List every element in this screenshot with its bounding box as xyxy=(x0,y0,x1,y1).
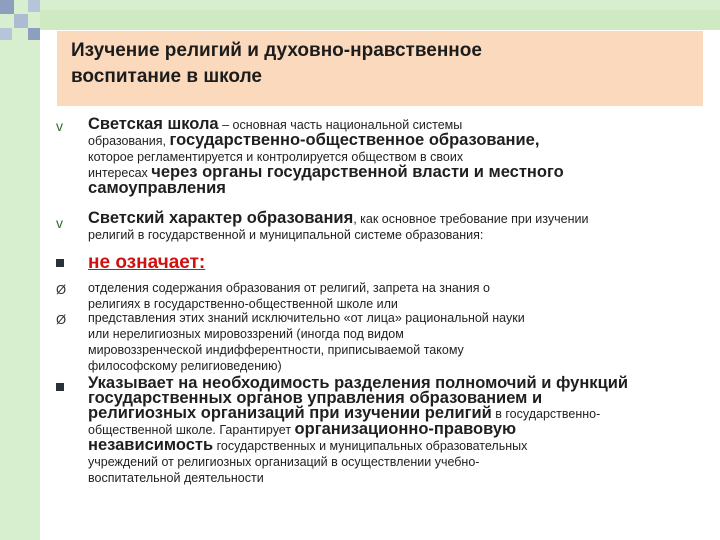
body-text: – основная часть национальной системы xyxy=(218,118,463,132)
emphasis-text: государственных органов управления образованием и xyxy=(88,389,543,407)
list-item xyxy=(88,211,698,243)
emphasis-text: Светская школа xyxy=(88,115,219,133)
body-text: или нерелигиозных мировоззрений (иногда под видом xyxy=(88,327,404,341)
body-text: образования, xyxy=(88,134,170,148)
emphasis-text: Указывает на необходимость разделения полномочий и функций xyxy=(88,374,628,392)
body-text: воспитательной деятельности xyxy=(88,471,264,485)
body-text: философскому религиоведению) xyxy=(88,359,282,373)
text-line xyxy=(88,280,698,296)
body-text: , как основное требование при изучении xyxy=(353,212,589,226)
text-line xyxy=(88,438,698,454)
square-bullet-icon xyxy=(56,383,64,391)
checkmark-bullet-icon: v xyxy=(56,118,63,134)
emphasis-text: самоуправления xyxy=(88,179,226,197)
checkmark-bullet-icon: v xyxy=(56,215,63,231)
list-item xyxy=(88,252,698,274)
text-line xyxy=(88,211,698,227)
slide-title: Изучение религий и духовно-нравственное воспитание в школе xyxy=(71,40,482,87)
body-text: которое регламентируется и контролируется обществом в своих xyxy=(88,150,464,164)
body-text: представления этих знаний исключительно «от лица» рациональной науки xyxy=(88,311,525,325)
text-line xyxy=(88,310,698,326)
text-line xyxy=(88,326,698,342)
body-text: отделения содержания образования от религий, запрета на знания о xyxy=(88,281,490,295)
body-text: в государственно- xyxy=(491,407,601,421)
body-text: религиях в государственно-общественной школе или xyxy=(88,297,398,311)
emphasis-text: Светский характер образования xyxy=(88,209,354,227)
body-text: учреждений от религиозных организаций в осуществлении учебно- xyxy=(88,455,480,469)
list-item xyxy=(88,310,698,374)
arrow-bullet-icon: Ø xyxy=(56,312,67,327)
text-line xyxy=(88,342,698,358)
arrow-bullet-icon: Ø xyxy=(56,282,67,297)
body-text: мировоззренческой индифферентности, приписываемой такому xyxy=(88,343,464,357)
body-text: религий в государственной и муниципальной системе образования: xyxy=(88,228,484,242)
text-line xyxy=(88,227,698,243)
text-line xyxy=(88,133,698,149)
body-text: общественной школе. Гарантирует xyxy=(88,423,295,437)
emphasis-text: религиозных организаций при изучении религий xyxy=(88,404,492,422)
list-item xyxy=(88,280,698,312)
list-item xyxy=(88,376,698,486)
text-line xyxy=(88,470,698,486)
emphasis-text: , xyxy=(534,131,540,149)
emphasis-text: через органы государственной власти и местного xyxy=(151,163,564,181)
emphasis-text: независимость xyxy=(88,436,214,454)
emphasis-text: государственно-общественное образование xyxy=(169,131,535,149)
list-item xyxy=(88,117,698,196)
square-bullet-icon xyxy=(56,259,64,267)
emphasis-text: не означает: xyxy=(88,252,206,273)
body-text: интересах xyxy=(88,166,152,180)
text-line xyxy=(88,358,698,374)
body-text: государственных и муниципальных образовательных xyxy=(213,439,528,453)
text-line xyxy=(88,181,698,196)
emphasis-text: организационно-правовую xyxy=(294,420,517,438)
text-line xyxy=(88,454,698,470)
